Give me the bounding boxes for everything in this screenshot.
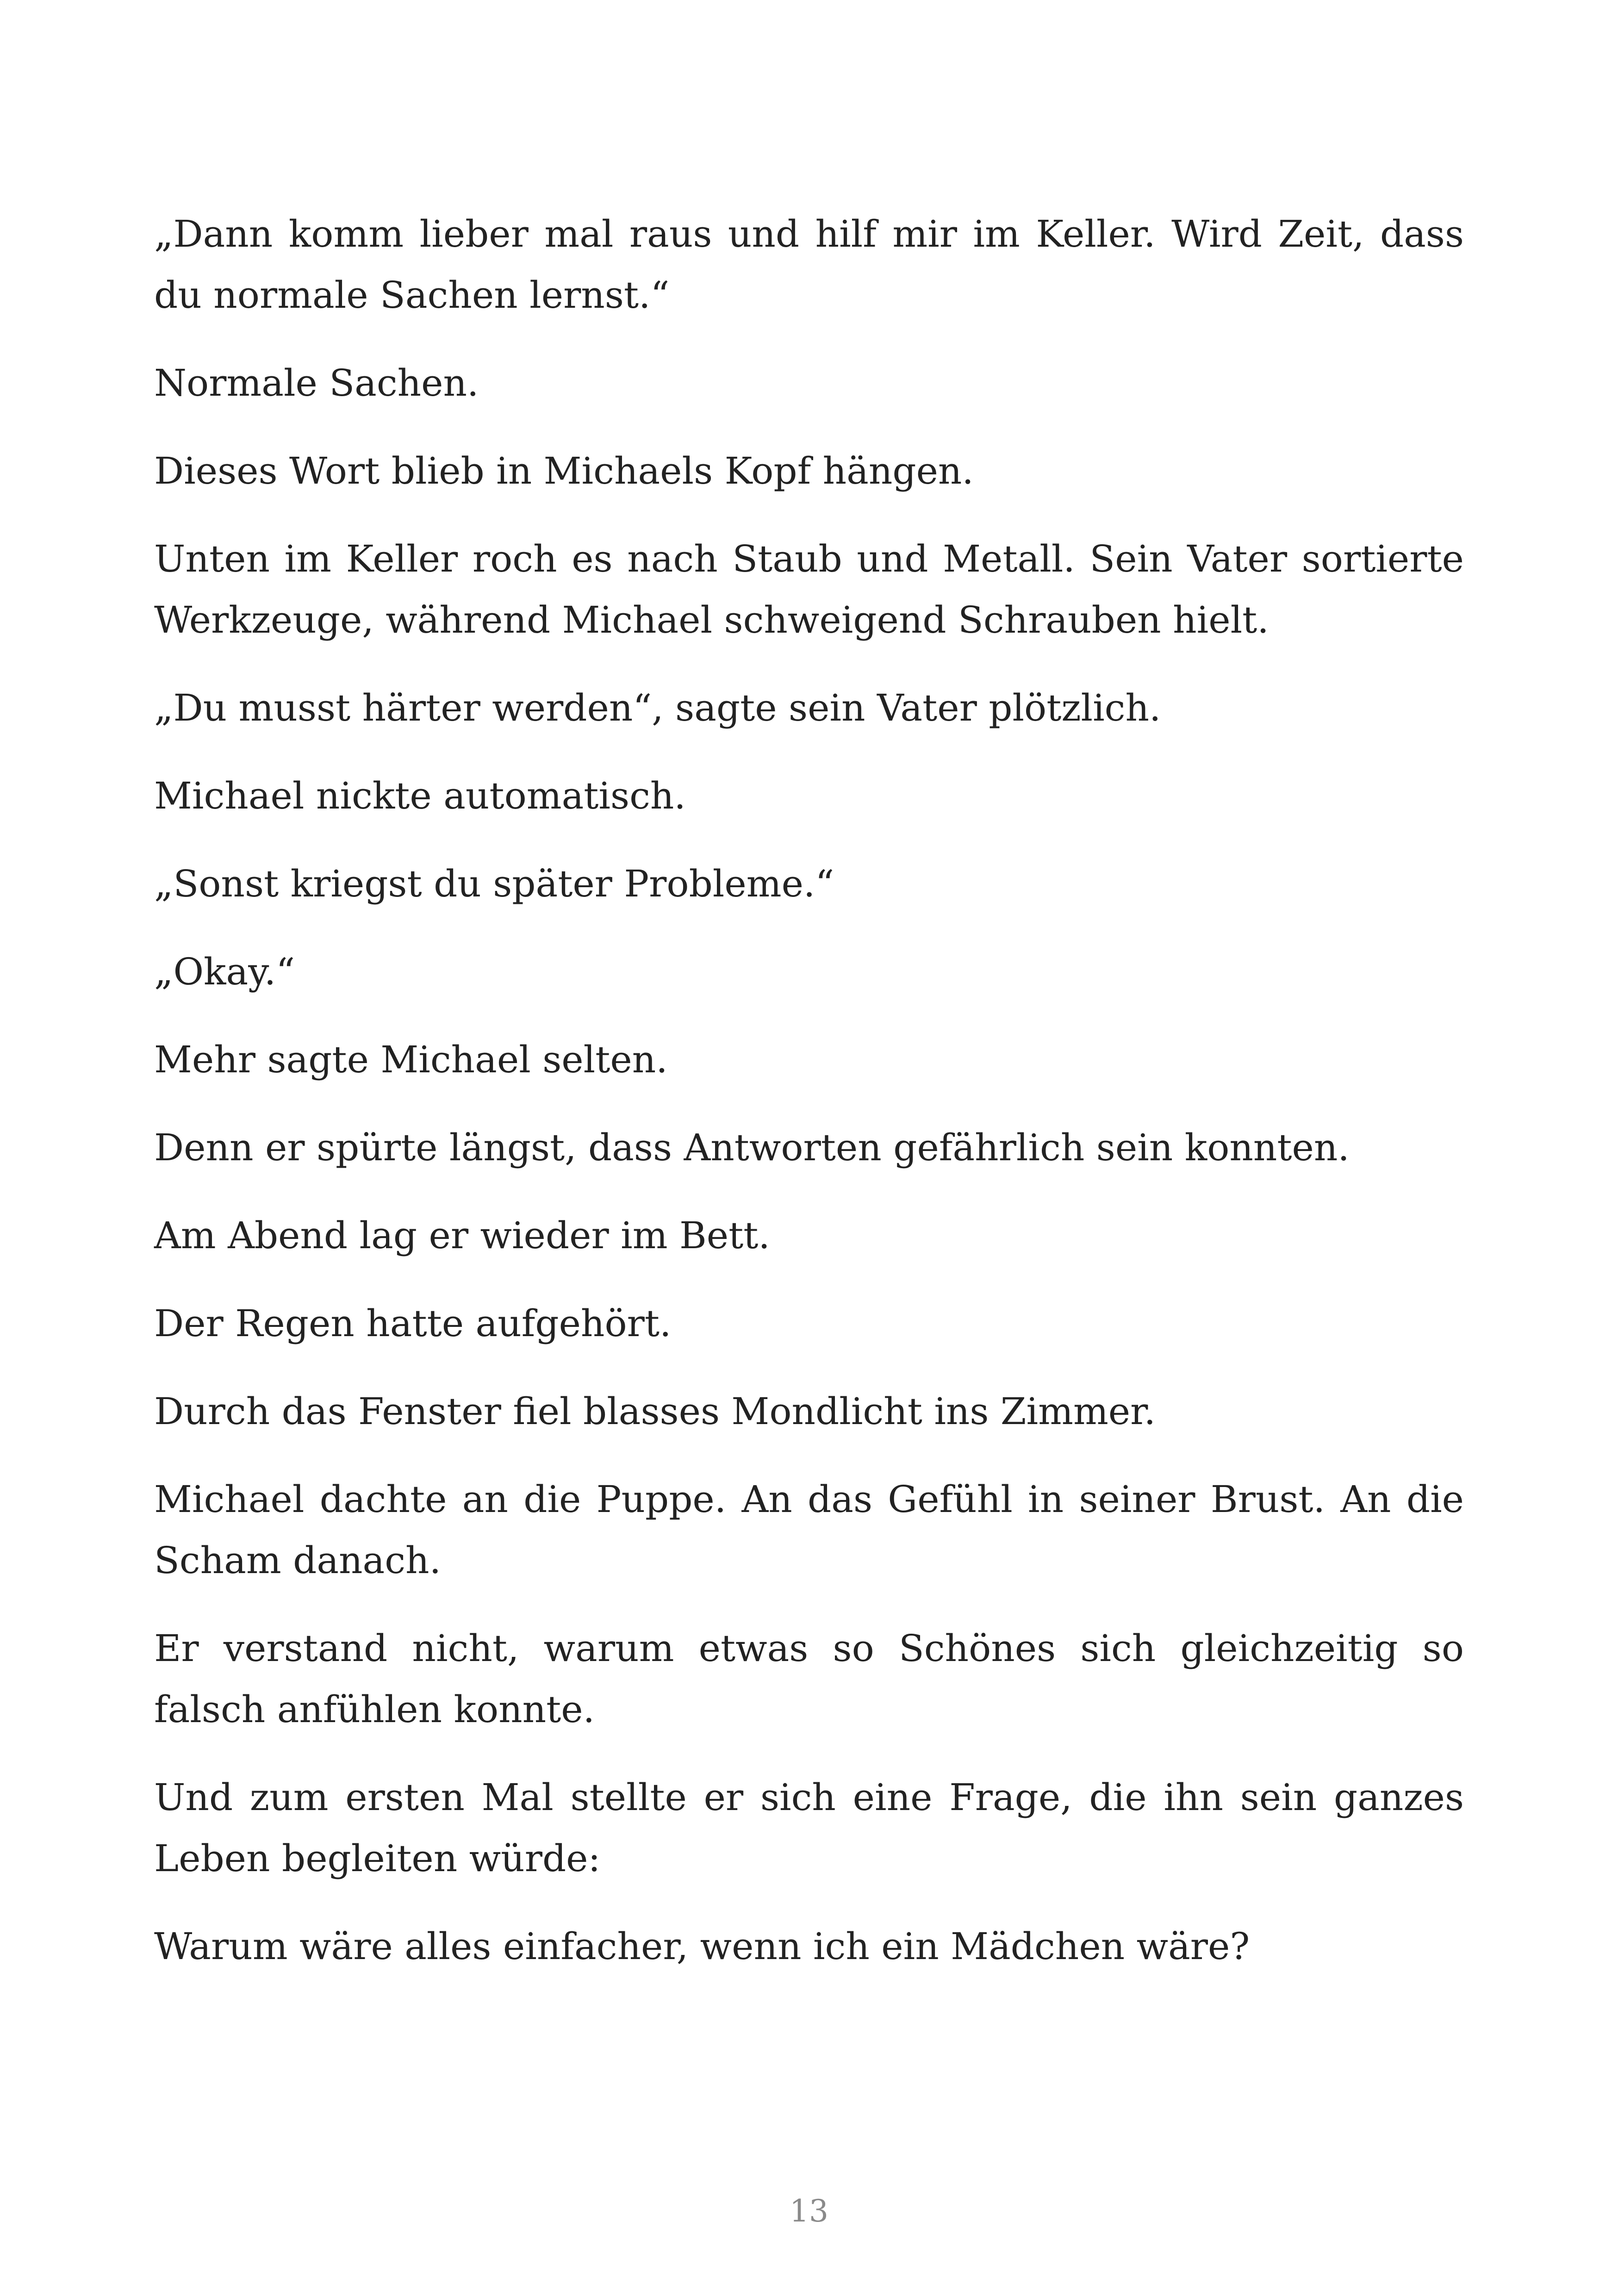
paragraph: „Sonst kriegst du später Probleme.“ [154, 862, 834, 905]
paragraph: Michael nickte automatisch. [154, 774, 686, 817]
paragraph: „Du musst härter werden“, sagte sein Vater plötzlich. [154, 686, 1161, 729]
paragraph: Der Regen hatte aufgehört. [154, 1302, 672, 1345]
paragraph: Durch das Fenster fiel blasses Mondlicht ins Zimmer. [154, 1390, 1156, 1433]
paragraph: Michael dachte an die Puppe. An das Gefühl in seiner Brust. An die Scham danach. [154, 1478, 1464, 1582]
paragraph: Mehr sagte Michael selten. [154, 1038, 668, 1081]
paragraph: Denn er spürte längst, dass Antworten gefährlich sein konnten. [154, 1126, 1350, 1169]
paragraph: „Dann komm lieber mal raus und hilf mir im Keller. Wird Zeit, dass du normale Sachen lernst.“ [154, 212, 1464, 317]
paragraph: „Okay.“ [154, 950, 295, 993]
body-text [154, 204, 1464, 2004]
paragraph: Er verstand nicht, warum etwas so Schönes sich gleichzeitig so falsch anfühlen konnte. [154, 1627, 1464, 1731]
paragraph: Unten im Keller roch es nach Staub und Metall. Sein Vater sortierte Werkzeuge, während Michael schweigend Schrauben hielt. [154, 537, 1464, 641]
paragraph: Und zum ersten Mal stellte er sich eine Frage, die ihn sein ganzes Leben begleiten würde: [154, 1776, 1464, 1880]
paragraph: Am Abend lag er wieder im Bett. [154, 1214, 770, 1257]
paragraph: Normale Sachen. [154, 361, 479, 404]
paragraph: Dieses Wort blieb in Michaels Kopf hängen. [154, 449, 974, 492]
page-number: 13 [790, 2193, 828, 2229]
paragraph: Warum wäre alles einfacher, wenn ich ein Mädchen wäre? [154, 1925, 1250, 1968]
